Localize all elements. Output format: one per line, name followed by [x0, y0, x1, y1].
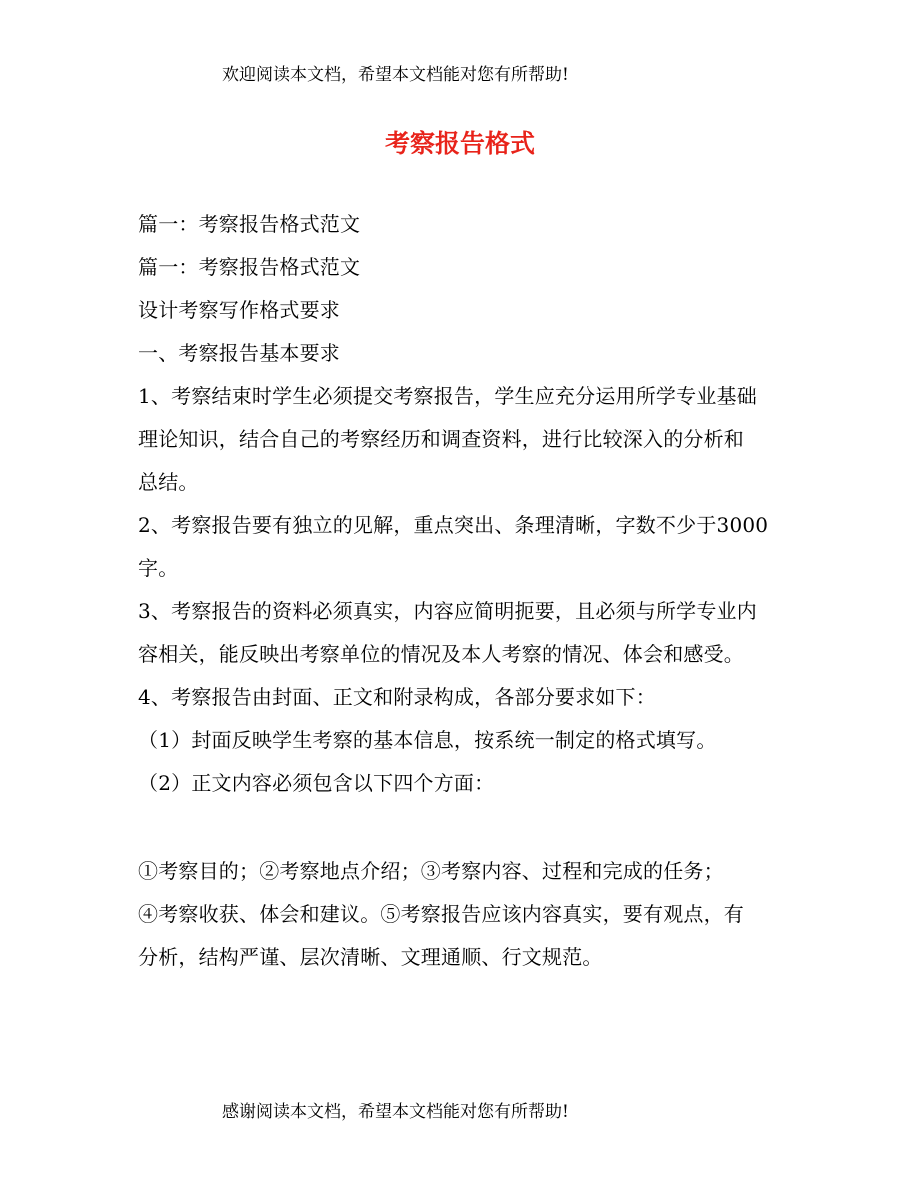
text-line: 1、考察结束时学生必须提交考察报告，学生应充分运用所学专业基础: [138, 384, 757, 408]
paragraph-section-heading-2: [138, 246, 788, 289]
text-line: 篇一：考察报告格式范文: [138, 255, 361, 279]
text-line: 2、考察报告要有独立的见解，重点突出、条理清晰，字数不少于3000: [138, 513, 769, 537]
text-line: 总结。: [138, 470, 199, 494]
paragraph-item-2: [138, 504, 788, 590]
text-line: 分析，结构严谨、层次清晰、文理通顺、行文规范。: [138, 945, 603, 969]
paragraph-subtitle: [138, 289, 788, 332]
paragraph-content-aspects: [138, 850, 788, 979]
document-title: 考察报告格式: [384, 129, 535, 158]
text-line: 一、考察报告基本要求: [138, 341, 340, 365]
paragraph-item-1: [138, 375, 788, 504]
text-line: （1）封面反映学生考察的基本信息，按系统一制定的格式填写。: [138, 728, 717, 752]
text-line: 设计考察写作格式要求: [138, 298, 340, 322]
text-line: ④考察收获、体会和建议。⑤考察报告应该内容真实，要有观点，有: [138, 902, 744, 926]
text-line: 字。: [138, 556, 179, 580]
text-line: 3、考察报告的资料必须真实，内容应简明扼要，且必须与所学专业内: [138, 599, 757, 623]
paragraph-item-4: [138, 676, 788, 719]
text-line: 4、考察报告由封面、正文和附录构成，各部分要求如下：: [138, 685, 656, 709]
paragraph-subitem-1: [138, 719, 788, 762]
paragraph-section-heading-1: [138, 203, 788, 246]
text-line: 篇一：考察报告格式范文: [138, 212, 361, 236]
text-line: 理论知识，结合自己的考察经历和调查资料，进行比较深入的分析和: [138, 427, 744, 451]
text-line: 容相关，能反映出考察单位的情况及本人考察的情况、体会和感受。: [138, 642, 744, 666]
text-line: （2）正文内容必须包含以下四个方面：: [138, 771, 495, 795]
text-line: ①考察目的；②考察地点介绍；③考察内容、过程和完成的任务；: [138, 859, 724, 883]
paragraph-item-3: [138, 590, 788, 676]
header-note: 欢迎阅读本文档，希望本文档能对您有所帮助!: [222, 65, 569, 85]
paragraph-spacer: [138, 805, 788, 850]
footer-note: 感谢阅读本文档，希望本文档能对您有所帮助!: [222, 1102, 569, 1122]
paragraph-subitem-2: [138, 762, 788, 805]
paragraph-heading-basic-requirements: [138, 332, 788, 375]
document-body: [138, 203, 788, 979]
